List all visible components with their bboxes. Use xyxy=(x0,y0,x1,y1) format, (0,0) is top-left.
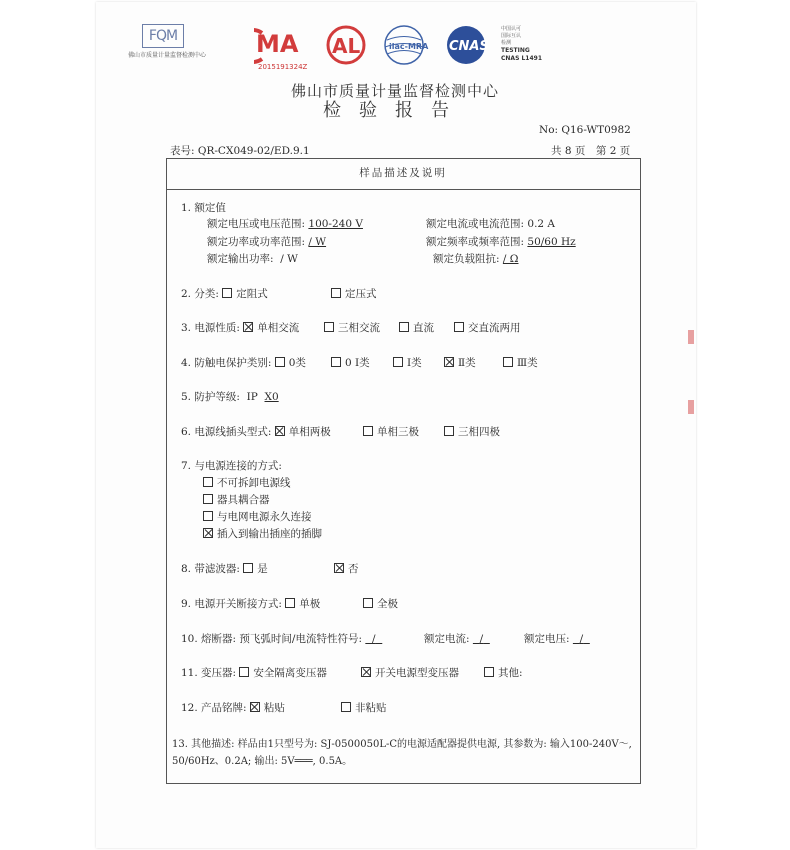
plug-option[interactable]: 三相四极 xyxy=(444,426,500,438)
transformer-option[interactable]: 开关电源型变压器 xyxy=(361,667,459,679)
current-row: 额定电流或电流范围: 0.2 A xyxy=(426,218,556,230)
connection-option[interactable]: 与电网电源永久连接 xyxy=(203,511,312,523)
certification-logos xyxy=(254,25,504,65)
nameplate-option[interactable]: 非粘贴 xyxy=(341,702,387,714)
current-value: 0.2 A xyxy=(527,218,556,230)
checkbox-icon[interactable] xyxy=(444,357,454,367)
filter-row: 8. 带滤波器: 是 xyxy=(181,563,268,575)
nameplate-row: 12. 产品铭牌: 粘贴 xyxy=(181,702,285,714)
svg-text:ilac-MRA: ilac-MRA xyxy=(389,42,429,51)
report-number: No: Q16-WT0982 xyxy=(539,124,631,136)
switch-row: 9. 电源开关断接方式: 单极 xyxy=(181,598,321,610)
checkbox-icon[interactable] xyxy=(222,288,232,298)
fuse-row: 10. 熔断器: 预飞弧时间/电流特性符号: / xyxy=(181,633,376,645)
switch-option[interactable]: 单极 xyxy=(285,598,320,610)
form-number: 表号: QR-CX049-02/ED.9.1 xyxy=(170,145,310,157)
transformer-row: 11. 变压器: 安全隔离变压器 xyxy=(181,667,327,679)
plug-option[interactable]: 单相三极 xyxy=(363,426,419,438)
checkbox-icon[interactable] xyxy=(203,494,213,504)
checkbox-icon[interactable] xyxy=(341,702,351,712)
checkbox-icon[interactable] xyxy=(503,357,513,367)
protection-class-option[interactable]: Ⅱ类 xyxy=(444,357,476,369)
checkbox-icon[interactable] xyxy=(203,528,213,538)
checkbox-icon[interactable] xyxy=(399,322,409,332)
protection-class-option[interactable]: 0类 xyxy=(275,357,306,369)
cnas-caption: 中国认可 国际互认 检测 TESTING CNAS L1491 xyxy=(501,26,543,62)
svg-text:AL: AL xyxy=(332,34,361,58)
cma-number: 2015191324Z xyxy=(258,63,308,71)
protection-class-option[interactable]: Ⅰ类 xyxy=(393,357,422,369)
svg-text:MA: MA xyxy=(256,30,299,58)
filter-option[interactable]: 是 xyxy=(243,563,268,575)
power-supply-row: 3. 电源性质: 单相交流 xyxy=(181,322,300,334)
checkbox-icon[interactable] xyxy=(363,426,373,436)
checkbox-icon[interactable] xyxy=(331,288,341,298)
classification-row: 2. 分类: 定阻式 xyxy=(181,288,268,300)
checkbox-icon[interactable] xyxy=(285,598,295,608)
connection-option[interactable]: 器具耦合器 xyxy=(203,494,270,506)
connection-heading: 7. 与电源连接的方式: xyxy=(181,460,282,472)
checkbox-icon[interactable] xyxy=(250,702,260,712)
other-description-line2: 50/60Hz、0.2A; 输出: 5V═══, 0.5A。 xyxy=(172,756,353,767)
checkbox-icon[interactable] xyxy=(275,357,285,367)
fqm-caption: 佛山市质量计量监督检测中心 xyxy=(128,52,207,59)
cnas-logo xyxy=(447,26,489,64)
ilac-mra-logo xyxy=(385,26,429,64)
seal-mark xyxy=(688,400,694,414)
plug-option[interactable]: 单相两极 xyxy=(275,426,331,438)
other-description-line1: 13. 其他描述: 样品由1只型号为: SJ-0500050L-C的电源适配器提供电源, 其参数为: 输入100-240V～, xyxy=(172,739,632,750)
classification-option[interactable]: 定压式 xyxy=(331,286,377,301)
nameplate-option[interactable]: 粘贴 xyxy=(250,702,285,714)
voltage-row: 额定电压或电压范围: 100-240 V xyxy=(207,218,363,230)
fuse-voltage: 额定电压: / xyxy=(524,633,584,645)
seal-mark xyxy=(688,330,694,344)
org-name: 佛山市质量计量监督检测中心 xyxy=(290,82,499,100)
connection-option[interactable]: 不可拆卸电源线 xyxy=(203,477,291,489)
checkbox-icon[interactable] xyxy=(243,322,253,332)
checkbox-icon[interactable] xyxy=(393,357,403,367)
load-impedance-value: / Ω xyxy=(502,253,519,265)
transformer-option[interactable]: 其他: xyxy=(484,667,523,679)
supply-option[interactable]: 三相交流 xyxy=(324,322,380,334)
checkbox-icon[interactable] xyxy=(484,667,494,677)
svg-text:CNAS: CNAS xyxy=(449,39,489,54)
checkbox-icon[interactable] xyxy=(275,426,285,436)
protection-class-option[interactable]: Ⅲ类 xyxy=(503,357,538,369)
fqm-logo: FQM xyxy=(142,24,184,48)
supply-option[interactable]: 直流 xyxy=(399,322,434,334)
ip-code: X0 xyxy=(264,391,279,403)
report-title: 检验报告 xyxy=(323,100,467,121)
fuse-current: 额定电流: / xyxy=(424,633,484,645)
cal-logo xyxy=(328,27,364,63)
power-row: 额定功率或功率范围: / W xyxy=(207,236,327,248)
voltage-value: 100-240 V xyxy=(308,218,363,230)
supply-option[interactable]: 单相交流 xyxy=(243,322,299,334)
classification-option[interactable]: 定阻式 xyxy=(222,288,268,300)
transformer-option[interactable]: 安全隔离变压器 xyxy=(239,667,327,679)
checkbox-icon[interactable] xyxy=(334,563,344,573)
switch-option[interactable]: 全极 xyxy=(363,598,398,610)
output-power-value: / W xyxy=(280,253,298,265)
checkbox-icon[interactable] xyxy=(203,477,213,487)
filter-option[interactable]: 否 xyxy=(334,563,359,575)
page-count: 共 8 页 第 2 页 xyxy=(551,145,631,157)
checkbox-icon[interactable] xyxy=(239,667,249,677)
ratings-heading: 1. 额定值 xyxy=(181,202,226,214)
checkbox-icon[interactable] xyxy=(331,357,341,367)
checkbox-icon[interactable] xyxy=(203,511,213,521)
power-value: / W xyxy=(308,236,327,248)
frequency-row: 额定频率或频率范围: 50/60 Hz xyxy=(426,236,576,248)
checkbox-icon[interactable] xyxy=(324,322,334,332)
checkbox-icon[interactable] xyxy=(243,563,253,573)
output-power-row: 额定输出功率: / W xyxy=(207,253,298,265)
supply-option[interactable]: 交直流两用 xyxy=(454,322,521,334)
shock-protection-row: 4. 防触电保护类别: 0类 xyxy=(181,357,306,369)
checkbox-icon[interactable] xyxy=(361,667,371,677)
checkbox-icon[interactable] xyxy=(444,426,454,436)
frequency-value: 50/60 Hz xyxy=(527,236,576,248)
load-impedance-row: 额定负载阻抗: / Ω xyxy=(433,253,519,265)
cma-logo xyxy=(254,30,299,62)
section-title: 样品描述及说明 xyxy=(359,167,447,179)
plug-type-row: 6. 电源线插头型式: 单相两极 xyxy=(181,426,331,438)
checkbox-icon[interactable] xyxy=(454,322,464,332)
checkbox-icon[interactable] xyxy=(363,598,373,608)
ip-rating-row: 5. 防护等级: IP X0 xyxy=(181,391,279,403)
connection-option[interactable]: 插入到输出插座的插脚 xyxy=(203,528,322,540)
protection-class-option[interactable]: 0 Ⅰ类 xyxy=(331,357,370,369)
divider xyxy=(166,189,640,190)
